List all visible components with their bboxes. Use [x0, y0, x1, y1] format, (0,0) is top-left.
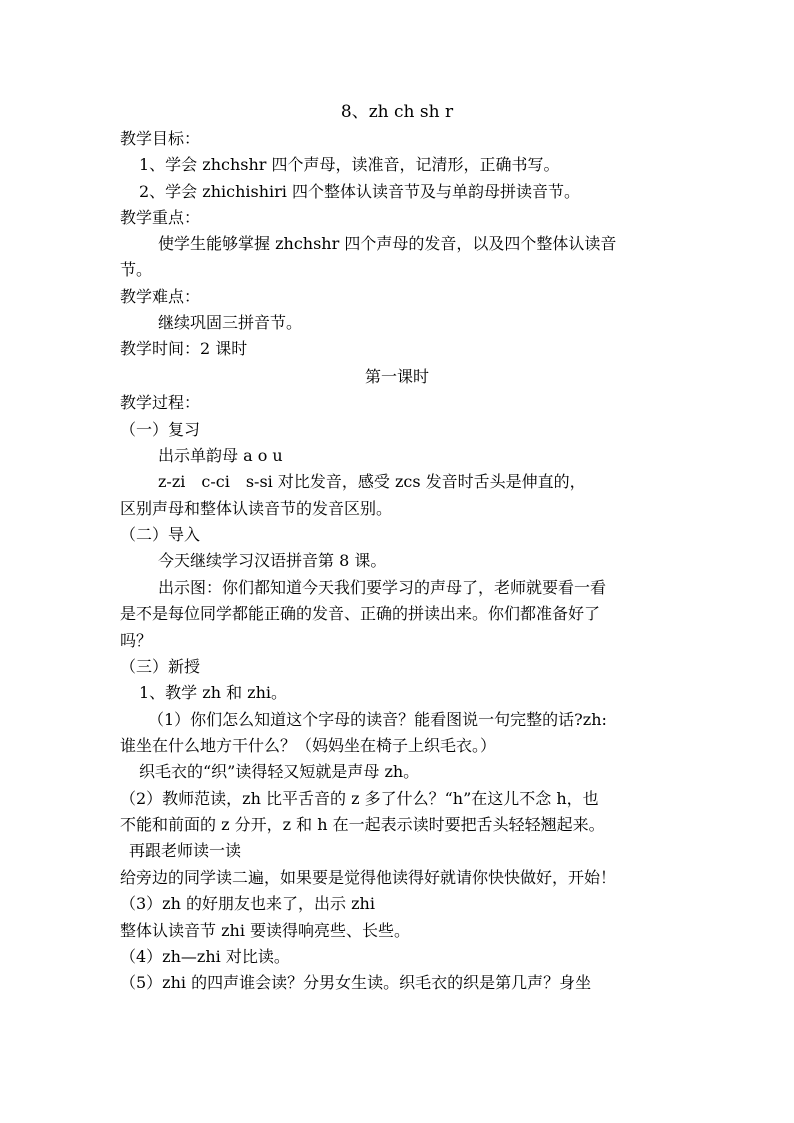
key-points-label: 教学重点：: [120, 208, 201, 227]
teach-item-1: 1、教学 zh 和 zhi。: [139, 683, 288, 702]
key-points-text-line-2: 节。: [120, 260, 153, 279]
process-label: 教学过程：: [120, 393, 201, 412]
goal-item-2: 2、学会 zhichishiri 四个整体认读音节及与单韵母拼读音节。: [139, 182, 580, 201]
step-2-line-3: 再跟老师读一读: [129, 841, 242, 860]
section-new-lesson-heading: （三）新授: [120, 657, 201, 676]
review-item-1: 出示单韵母 a o u: [158, 446, 283, 465]
step-3-line-2: 整体认读音节 zhi 要读得响亮些、长些。: [120, 921, 411, 940]
step-1-line-3: 织毛衣的“织”读得轻又短就是声母 zh。: [139, 762, 420, 781]
intro-item-2-line-2: 是不是每位同学都能正确的发音、正确的拼读出来。你们都准备好了: [120, 604, 601, 623]
step-1-line-1: （1）你们怎么知道这个字母的读音？能看图说一句完整的话?zh:: [148, 710, 607, 729]
section-review-heading: （一）复习: [120, 420, 201, 439]
review-item-2-line-2: 区别声母和整体认读音节的发音区别。: [120, 499, 393, 518]
intro-item-2-line-3: 吗？: [120, 631, 153, 650]
goal-item-1: 1、学会 zhchshr 四个声母，读准音，记清形，正确书写。: [139, 155, 560, 174]
step-2-line-4: 给旁边的同学读二遍，如果要是觉得他读得好就请你快快做好，开始！: [120, 868, 617, 887]
difficulty-label: 教学难点：: [120, 287, 201, 306]
difficulty-text: 继续巩固三拼音节。: [158, 313, 303, 332]
lesson-heading: 第一课时: [364, 367, 429, 386]
intro-item-1: 今天继续学习汉语拼音第 8 课。: [158, 551, 387, 570]
step-1-line-2: 谁坐在什么地方干什么？（妈妈坐在椅子上织毛衣。）: [120, 736, 497, 755]
document-title: 8、zh ch sh r: [340, 102, 454, 122]
intro-item-2-line-1: 出示图：你们都知道今天我们要学习的声母了，老师就要看一看: [158, 578, 607, 597]
section-intro-heading: （二）导入: [120, 525, 201, 544]
key-points-text-line-1: 使学生能够掌握 zhchshr 四个声母的发音，以及四个整体认读音: [158, 234, 617, 253]
review-item-2-line-1: z-zi c-ci s-si 对比发音，感受 zcs 发音时舌头是伸直的，: [158, 472, 586, 491]
step-4: （4）zh—zhi 对比读。: [120, 947, 290, 966]
step-2-line-1: （2）教师范读，zh 比平舌音的 z 多了什么？“h”在这儿不念 h，也: [120, 789, 599, 808]
step-3-line-1: （3）zh 的好朋友也来了，出示 zhi: [120, 894, 375, 913]
teaching-time: 教学时间：2 课时: [120, 339, 248, 358]
step-5: （5）zhi 的四声谁会读？分男女生读。织毛衣的织是第几声？身坐: [120, 973, 592, 992]
goals-label: 教学目标：: [120, 129, 201, 148]
step-2-line-2: 不能和前面的 z 分开，z 和 h 在一起表示读时要把舌头轻轻翘起来。: [120, 815, 605, 834]
